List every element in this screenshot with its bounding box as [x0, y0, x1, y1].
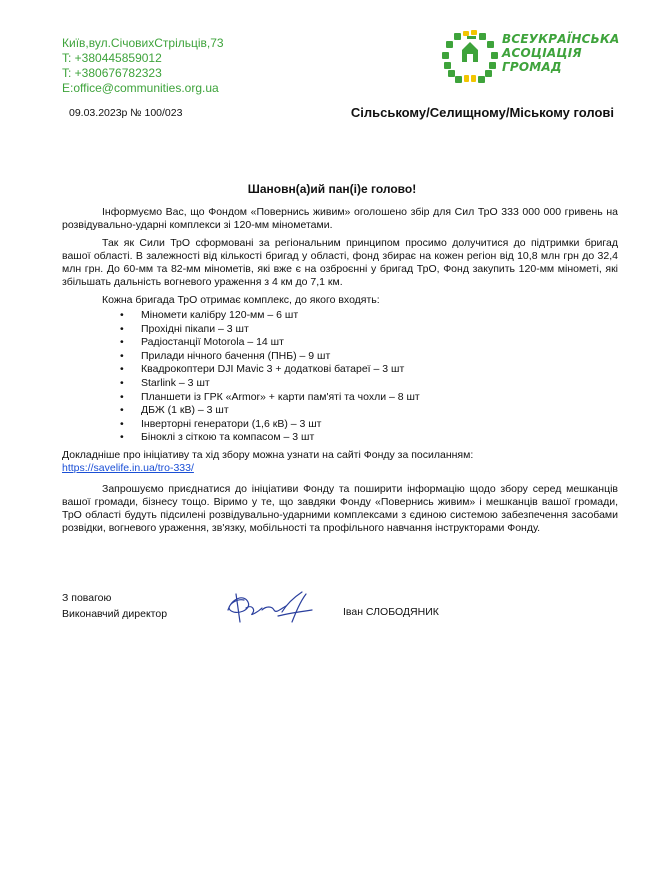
list-item: • Прохідні пікапи – 3 шт [62, 323, 618, 337]
list-item: • Прилади нічного бачення (ПНБ) – 9 шт [62, 350, 618, 364]
association-logo [440, 28, 630, 84]
more-info-text: Докладніше про ініціативу та хід збору можна узнати на сайті Фонду за посиланням: [62, 448, 474, 461]
paragraph-1: Інформуємо Вас, що Фондом «Повернись живим» оголошено збір для Сил ТрО 333 000 000 гривень на розвідувально-ударні комплекси зі 120-мм мінометами. [62, 206, 618, 231]
signer-name: Іван СЛОБОДЯНИК [343, 606, 439, 618]
list-item: • Міномети калібру 120-мм – 6 шт [62, 309, 618, 323]
logo-line-3: ГРОМАД [502, 60, 562, 74]
list-item: • Планшети із ГРК «Armor» + карти пам'яті та чохли – 8 шт [62, 391, 618, 405]
list-item: • Starlink – 3 шт [62, 377, 618, 391]
phone-2: T: +380676782323 [62, 66, 162, 80]
equipment-list [62, 309, 618, 445]
paragraph-2: Так як Сили ТрО сформовані за регіональним принципом просимо долучитися до підтримки бригад вашої області. В залежності від кількості бригад у області, фонд збирає на кожен регіон від 10,8 млн грн до 32,4 млн грн. До 60-мм та 82-мм мінометів, які вже є на озброєнні у бригад ТрО, Фонд закупить 120-мм мінометі, які збільшать дальність вогневого ураження з 4 км до 7,1 км. [62, 237, 618, 288]
logo-emblem-icon [440, 28, 500, 84]
list-item: • ДБЖ (1 кВ) – 3 шт [62, 404, 618, 418]
closing-block [62, 590, 167, 622]
contact-block [62, 36, 224, 96]
logo-text [502, 32, 619, 74]
paragraph-3: Кожна бригада ТрО отримає комплекс, до якого входять: [102, 294, 380, 306]
fund-link[interactable]: https://savelife.in.ua/tro-333/ [62, 461, 194, 474]
letter-body [62, 206, 618, 540]
list-item: • Інверторні генератори (1,6 кВ) – 3 шт [62, 418, 618, 432]
signature-icon [222, 588, 318, 628]
phone-1: T: +380445859012 [62, 51, 162, 65]
address: Київ,вул.СічовихСтрільців,73 [62, 36, 224, 50]
signer-position: Виконавчий директор [62, 608, 168, 620]
logo-line-2: АСОЦІАЦІЯ [502, 46, 582, 60]
logo-line-1: ВСЕУКРАЇНСЬКА [502, 32, 620, 46]
list-item: • Біноклі з сіткою та компасом – 3 шт [62, 431, 618, 445]
invitation-paragraph: Запрошуємо приєднатися до ініціативи Фонду та поширити інформацію щодо збору серед мешканців вашої громади, бізнесу тощо. Віримо у те, що завдяки Фонду «Повернись живим» і мешканців вашої громади, ТрО області будуть підсилені розвідувально-ударними комплексами з єдиною системою забезпечення засобами розвідки, вогневого ураження, зв'язку, мобільності та профільного навчання інструкторами Фонду. [62, 482, 618, 534]
list-item: • Квадрокоптери DJI Mavic 3 + додаткові батареї – 3 шт [62, 363, 618, 377]
addressee: Сільському/Селищному/Міському голові [350, 105, 614, 120]
list-item: • Радіостанції Motorola – 14 шт [62, 336, 618, 350]
greeting: Шановн(а)ий пан(і)е голово! [247, 182, 417, 196]
registration-number: 09.03.2023р № 100/023 [69, 107, 183, 119]
regards: З повагою [62, 592, 112, 604]
email: E:office@communities.org.ua [62, 81, 219, 95]
